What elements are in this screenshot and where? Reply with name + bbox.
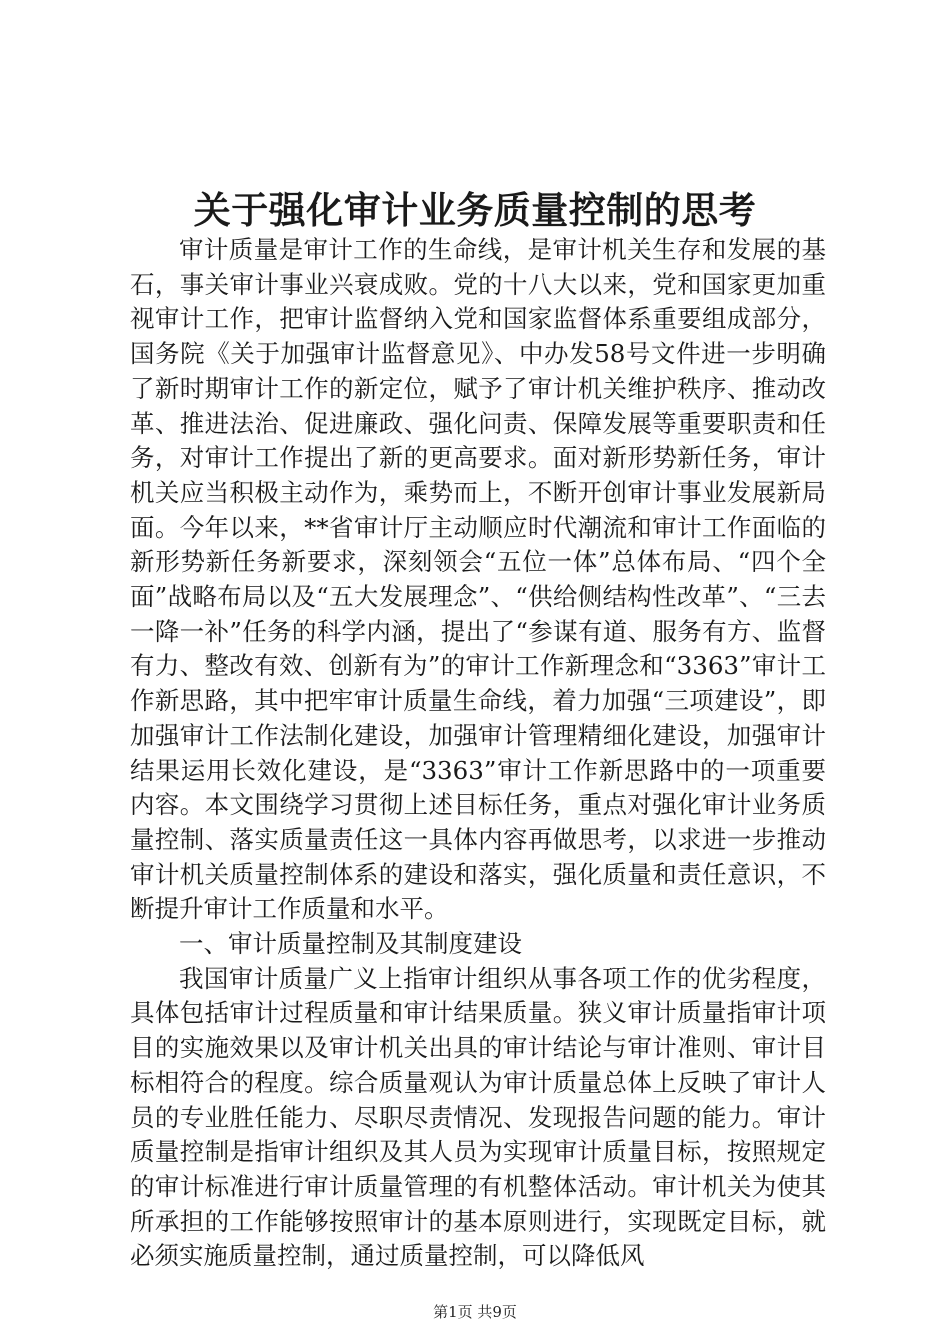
paragraph-intro: 审计质量是审计工作的生命线，是审计机关生存和发展的基石，事关审计事业兴衰成败。党的十八大以来，党和国家更加重视审计工作，把审计监督纳入党和国家监督体系重要组成部分，国务院《关于加强审计监督意见》、中办发58号文件进一步明确了新时期审计工作的新定位，赋予了审计机关维护秩序、推动改革、推进法治、促进廉政、强化问责、保障发展等重要职责和任务，对审计工作提出了新的更高要求。面对新形势新任务，审计机关应当积极主动作为，乘势而上，不断开创审计事业发展新局面。今年以来，**省审计厅主动顺应时代潮流和审计工作面临的新形势新任务新要求，深刻领会“五位一体”总体布局、“四个全面”战略布局以及“五大发展理念”、“供给侧结构性改革”、“三去一降一补”任务的科学内涵，提出了“参谋有道、服务有方、监督有力、整改有效、创新有为”的审计工作新理念和“3363”审计工作新思路，其中把牢审计质量生命线，着力加强“三项建设”，即加强审计工作法制化建设，加强审计管理精细化建设，加强审计结果运用长效化建设，是“3363”审计工作新思路中的一项重要内容。本文围绕学习贯彻上述目标任务，重点对强化审计业务质量控制、落实质量责任这一具体内容再做思考，以求进一步推动审计机关质量控制体系的建设和落实，强化质量和责任意识，不断提升审计工作质量和水平。 xyxy=(130,235,826,924)
document-body xyxy=(130,233,826,1274)
page-total: 共9页 xyxy=(477,1303,517,1321)
paragraph-section-1: 我国审计质量广义上指审计组织从事各项工作的优劣程度，具体包括审计过程质量和审计结果质量。狭义审计质量指审计项目的实施效果以及审计机关出具的审计结论与审计准则、审计目标相符合的程度。综合质量观认为审计质量总体上反映了审计人员的专业胜任能力、尽职尽责情况、发现报告问题的能力。审计质量控制是指审计组织及其人员为实现审计质量目标，按照规定的审计标准进行审计质量管理的有机整体活动。审计机关为使其所承担的工作能够按照审计的基本原则进行，实现既定目标，就必须实施质量控制，通过质量控制，可以降低风 xyxy=(130,963,826,1271)
page-footer xyxy=(0,1302,950,1322)
page-number: 第1页 xyxy=(433,1303,473,1321)
section-heading-1: 一、审计质量控制及其制度建设 xyxy=(179,929,522,959)
document-title: 关于强化审计业务质量控制的思考 xyxy=(193,188,757,232)
